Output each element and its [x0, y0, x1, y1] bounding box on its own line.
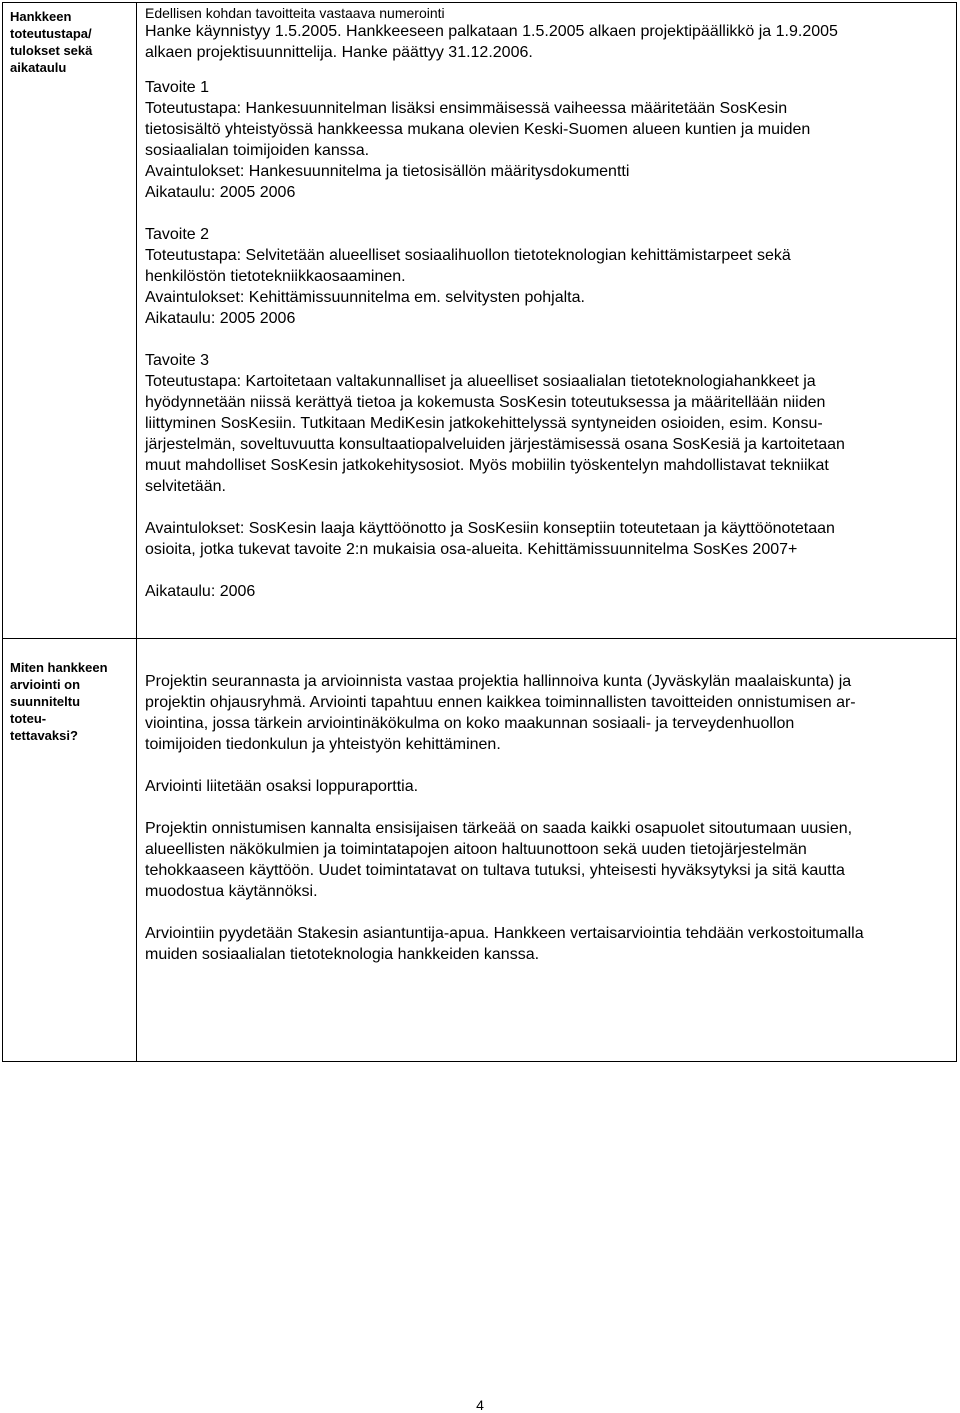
goal-1-line: sosiaalialan toimijoiden kanssa. [145, 142, 370, 159]
goal-3-line: järjestelmän, soveltuvuutta konsultaatiopalveluiden järjestämisessä osana SosKesiä ja kartoitetaan [145, 436, 845, 453]
evaluation-line: toimijoiden tiedonkulun ja yhteistyön kehittäminen. [145, 736, 501, 753]
intro-line: Hanke käynnistyy 1.5.2005. Hankkeeseen palkataan 1.5.2005 alkaen projektipäällikkö ja 1.9.2005 [145, 23, 838, 40]
table-row-evaluation [3, 639, 957, 1062]
goal-1-schedule: Aikataulu: 2005 2006 [145, 184, 296, 201]
goal-3-line: liittyminen SosKesiin. Tutkitaan MediKesin jatkokehittelyssä syntyneiden osioiden, esim. Konsu- [145, 415, 823, 432]
table-row-implementation [3, 3, 957, 639]
goal-1-line: Toteutustapa: Hankesuunnitelman lisäksi ensimmäisessä vaiheessa määritetään SosKesin [145, 100, 788, 117]
evaluation-line: viointina, jossa tärkein arviointinäkökulma on koko maakunnan sosiaali- ja terveydenhuollon [145, 715, 795, 732]
goal-2-line: henkilöstön tietotekniikkaosaaminen. [145, 268, 406, 285]
evaluation-line: tehokkaaseen käyttöön. Uudet toimintatavat on tultava tutuksi, yhteisesti hyväksytyksi ja sitä kautta [145, 862, 845, 879]
key-results-line: osioita, jotka tukevat tavoite 2:n mukaisia osa-alueita. Kehittämissuunnitelma SosKes 2007+ [145, 541, 798, 558]
row-label-cell [3, 639, 137, 1062]
intro-line: alkaen projektisuunnittelija. Hanke päättyy 31.12.2006. [145, 44, 533, 61]
row-label-cell [3, 3, 137, 639]
goal-1-line: tietosisältö yhteistyössä hankkeessa mukana olevien Keski-Suomen alueen kuntien ja muiden [145, 121, 811, 138]
goal-3-line: Toteutustapa: Kartoitetaan valtakunnalliset ja alueelliset sosiaalialan tietoteknologiahankkeet ja [145, 373, 816, 390]
evaluation-line: Arviointiin pyydetään Stakesin asiantuntija-apua. Hankkeen vertaisarviointia tehdään verkostoitumalla [145, 925, 864, 942]
page-number: 4 [476, 1397, 484, 1413]
evaluation-line: muiden sosiaalialan tietoteknologia hankkeiden kanssa. [145, 946, 540, 963]
goal-2-line: Avaintulokset: Kehittämissuunnitelma em. selvitysten pohjalta. [145, 289, 585, 306]
evaluation-line: projektin ohjausryhmä. Arviointi tapahtuu ennen kaikkea toiminnallisten tavoitteiden onnistumisen ar- [145, 694, 856, 711]
evaluation-content-cell [137, 639, 957, 1062]
row-label-implementation: Hankkeen toteutustapa/ tulokset sekä aikataulu [10, 9, 93, 75]
goal-3-line: selvitetään. [145, 478, 226, 495]
evaluation-line: muodostua käytännöksi. [145, 883, 318, 900]
goal-1-title: Tavoite 1 [145, 79, 210, 96]
evaluation-line: alueellisten näkökulmien ja toimintatapojen aitoon haltuunottoon sekä uuden tietojärjestelmän [145, 841, 807, 858]
key-results-line: Avaintulokset: SosKesin laaja käyttöönotto ja SosKesiin konseptiin toteutetaan ja käyttöönotetaan [145, 520, 835, 537]
intro-heading: Edellisen kohdan tavoitteita vastaava numerointi [145, 5, 445, 21]
goal-1-line: Avaintulokset: Hankesuunnitelma ja tietosisällön määritysdokumentti [145, 163, 630, 180]
implementation-content-cell [137, 3, 957, 639]
goal-3-title: Tavoite 3 [145, 352, 210, 369]
goal-3-line: hyödynnetään niissä kerättyä tietoa ja kokemusta SosKesin toteutuksessa ja määritellään niiden [145, 394, 826, 411]
goal-2-line: Toteutustapa: Selvitetään alueelliset sosiaalihuollon tietoteknologian kehittämistarpeet sekä [145, 247, 791, 264]
goal-3-line: muut mahdolliset SosKesin jatkokehitysosiot. Myös mobiilin työskentelyn mahdollistavat tekniikat [145, 457, 829, 474]
evaluation-line: Arviointi liitetään osaksi loppuraporttia. [145, 778, 419, 795]
goal-2-title: Tavoite 2 [145, 226, 210, 243]
content-table [2, 2, 957, 1062]
overall-schedule: Aikataulu: 2006 [145, 583, 256, 600]
evaluation-line: Projektin onnistumisen kannalta ensisijaisen tärkeää on saada kaikki osapuolet sitoutumaan uusien, [145, 820, 853, 837]
row-label-evaluation: Miten hankkeen arviointi on suunniteltu toteu- tettavaksi? [10, 660, 108, 743]
evaluation-line: Projektin seurannasta ja arvioinnista vastaa projektia hallinnoiva kunta (Jyväskylän maalaiskunta) ja [145, 673, 852, 690]
goal-2-schedule: Aikataulu: 2005 2006 [145, 310, 296, 327]
